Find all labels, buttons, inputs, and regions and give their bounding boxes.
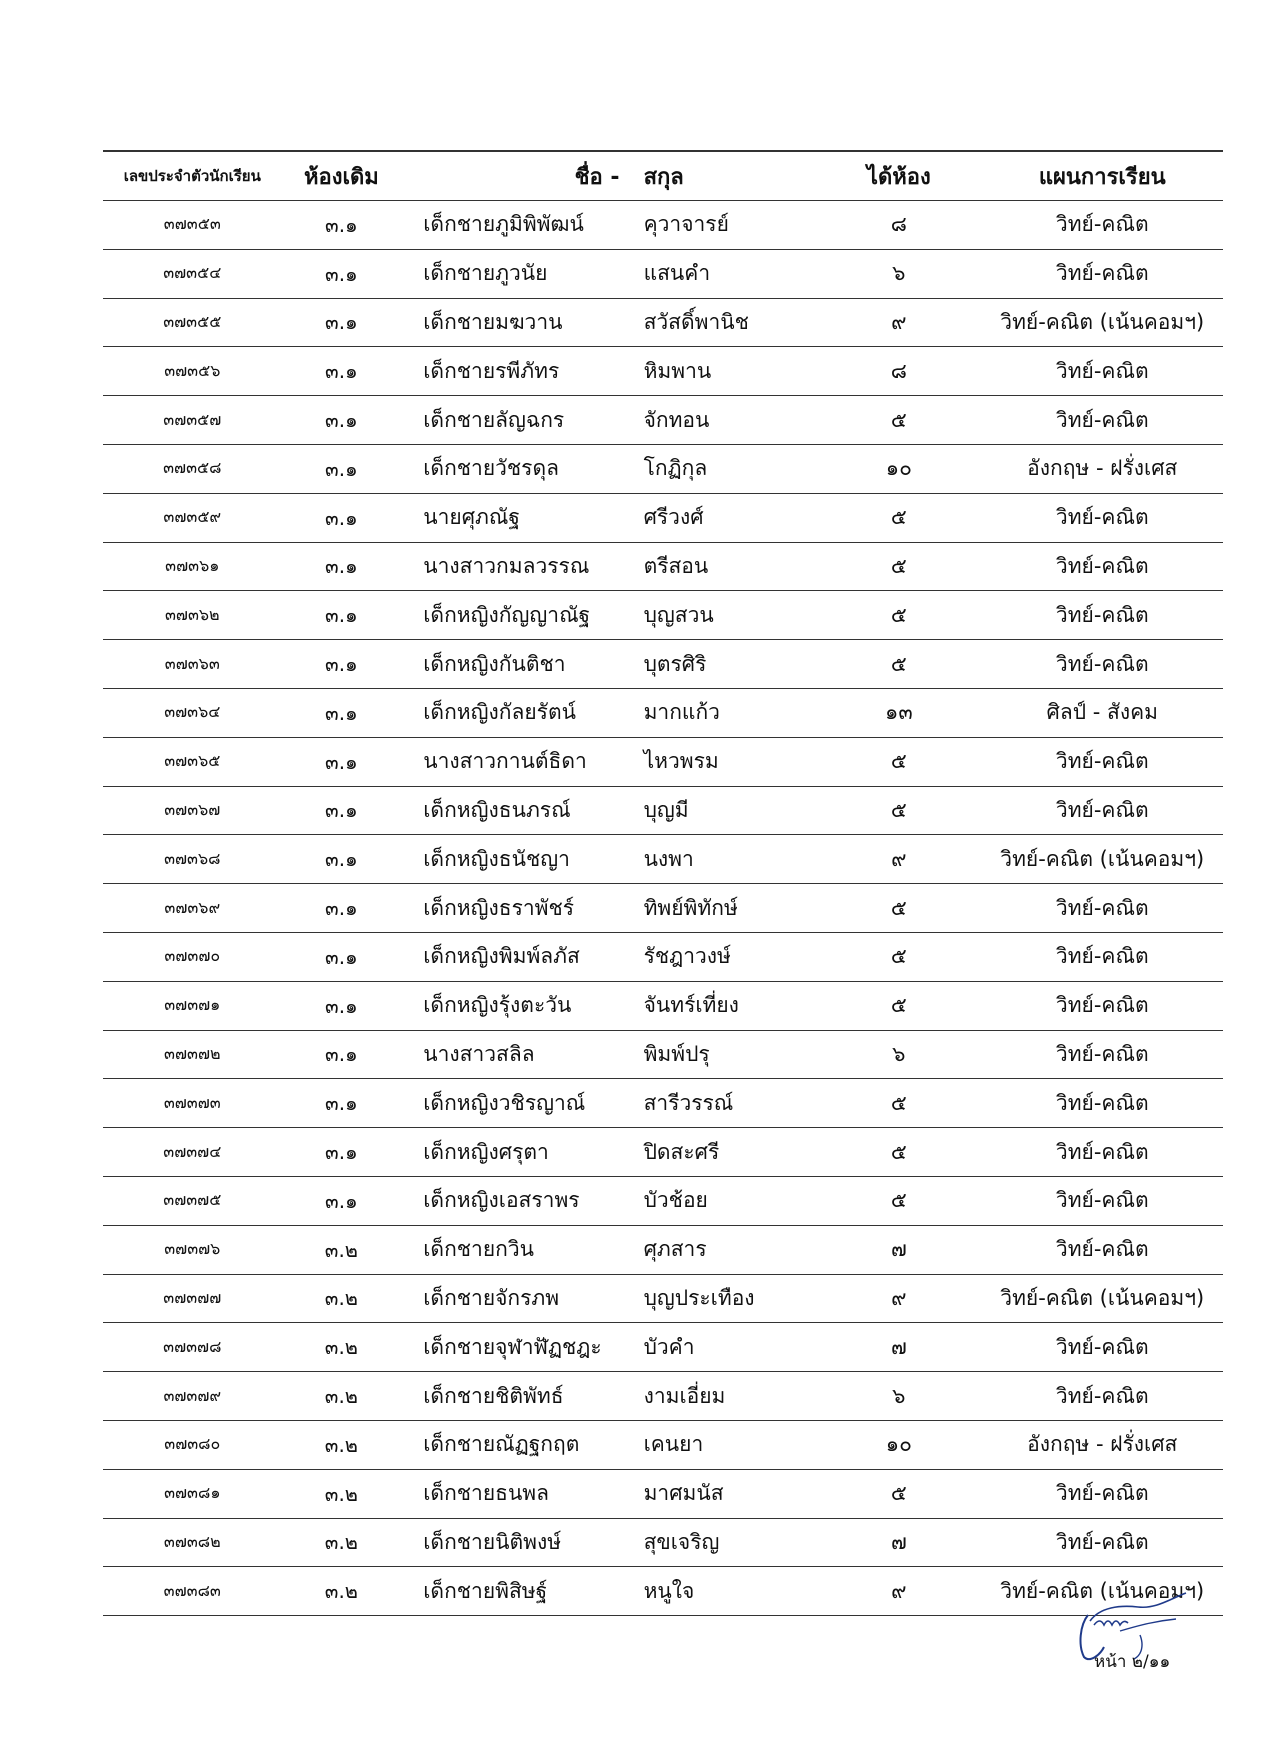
first-name-cell: เด็กหญิงรุ้งตะวัน	[401, 981, 633, 1030]
old-room-cell: ๓.๑	[282, 444, 402, 493]
study-plan-cell: วิทย์-คณิต (เน้นคอมฯ)	[982, 298, 1223, 347]
last-name-cell: บุญมี	[634, 786, 817, 835]
last-name-cell: มาศมนัส	[634, 1469, 817, 1518]
table-row	[103, 249, 1223, 298]
old-room-cell: ๓.๑	[282, 932, 402, 981]
study-plan-cell: วิทย์-คณิต	[982, 542, 1223, 591]
last-name-cell: นงพา	[634, 835, 817, 884]
student-id-cell: ๓๗๓๘๑	[103, 1469, 282, 1518]
table-row	[103, 786, 1223, 835]
last-name-cell: ปิดสะศรี	[634, 1128, 817, 1177]
table-header	[103, 151, 1223, 201]
first-name-cell: นายศุภณัฐ	[401, 493, 633, 542]
new-room-cell: ๕	[816, 737, 981, 786]
header-first-name: ชื่อ -	[401, 151, 633, 201]
table-row	[103, 1176, 1223, 1225]
study-plan-cell: วิทย์-คณิต	[982, 640, 1223, 689]
last-name-cell: ศุภสาร	[634, 1225, 817, 1274]
old-room-cell: ๓.๑	[282, 688, 402, 737]
first-name-cell: เด็กหญิงกันติชา	[401, 640, 633, 689]
table-row	[103, 932, 1223, 981]
new-room-cell: ๑๐	[816, 1420, 981, 1469]
page-number: หน้า ๒/๑๑	[1094, 1652, 1171, 1672]
last-name-cell: งามเอี่ยม	[634, 1372, 817, 1421]
header-student-id: เลขประจำตัวนักเรียน	[103, 151, 282, 201]
table-row	[103, 1372, 1223, 1421]
study-plan-cell: วิทย์-คณิต	[982, 1128, 1223, 1177]
first-name-cell: เด็กหญิงธนัชญา	[401, 835, 633, 884]
table-row	[103, 1079, 1223, 1128]
new-room-cell: ๙	[816, 1567, 981, 1616]
student-id-cell: ๓๗๓๖๓	[103, 640, 282, 689]
table-row	[103, 1225, 1223, 1274]
table-row	[103, 1128, 1223, 1177]
old-room-cell: ๓.๒	[282, 1469, 402, 1518]
table-row	[103, 640, 1223, 689]
table-row	[103, 347, 1223, 396]
table-row	[103, 542, 1223, 591]
student-id-cell: ๓๗๓๗๑	[103, 981, 282, 1030]
new-room-cell: ๗	[816, 1518, 981, 1567]
new-room-cell: ๕	[816, 542, 981, 591]
new-room-cell: ๕	[816, 981, 981, 1030]
first-name-cell: นางสาวสลิล	[401, 1030, 633, 1079]
student-id-cell: ๓๗๓๖๘	[103, 835, 282, 884]
student-id-cell: ๓๗๓๕๙	[103, 493, 282, 542]
old-room-cell: ๓.๑	[282, 640, 402, 689]
first-name-cell: เด็กชายจักรภพ	[401, 1274, 633, 1323]
last-name-cell: แสนคำ	[634, 249, 817, 298]
table-row	[103, 201, 1223, 250]
student-id-cell: ๓๗๓๖๗	[103, 786, 282, 835]
last-name-cell: บุญประเทือง	[634, 1274, 817, 1323]
new-room-cell: ๕	[816, 1469, 981, 1518]
last-name-cell: โกฏิกุล	[634, 444, 817, 493]
first-name-cell: เด็กหญิงพิมพ์ลภัส	[401, 932, 633, 981]
old-room-cell: ๓.๑	[282, 1079, 402, 1128]
table-row	[103, 298, 1223, 347]
old-room-cell: ๓.๒	[282, 1518, 402, 1567]
student-id-cell: ๓๗๓๕๓	[103, 201, 282, 250]
table-row	[103, 1518, 1223, 1567]
new-room-cell: ๕	[816, 1128, 981, 1177]
table-row	[103, 396, 1223, 445]
first-name-cell: นางสาวกมลวรรณ	[401, 542, 633, 591]
old-room-cell: ๓.๒	[282, 1567, 402, 1616]
new-room-cell: ๕	[816, 932, 981, 981]
first-name-cell: เด็กหญิงธราพัชร์	[401, 884, 633, 933]
first-name-cell: เด็กชายกวิน	[401, 1225, 633, 1274]
header-last-name: สกุล	[634, 151, 817, 201]
study-plan-cell: วิทย์-คณิต	[982, 493, 1223, 542]
first-name-cell: เด็กชายมฆวาน	[401, 298, 633, 347]
table-row	[103, 1469, 1223, 1518]
old-room-cell: ๓.๑	[282, 1030, 402, 1079]
table-body	[103, 201, 1223, 1616]
new-room-cell: ๑๓	[816, 688, 981, 737]
student-id-cell: ๓๗๓๗๒	[103, 1030, 282, 1079]
study-plan-cell: วิทย์-คณิต	[982, 884, 1223, 933]
first-name-cell: เด็กหญิงศรุตา	[401, 1128, 633, 1177]
old-room-cell: ๓.๑	[282, 1176, 402, 1225]
old-room-cell: ๓.๑	[282, 737, 402, 786]
last-name-cell: สุขเจริญ	[634, 1518, 817, 1567]
first-name-cell: เด็กชายพิสิษฐ์	[401, 1567, 633, 1616]
table-row	[103, 737, 1223, 786]
student-id-cell: ๓๗๓๗๘	[103, 1323, 282, 1372]
first-name-cell: เด็กชายชิติพัทธ์	[401, 1372, 633, 1421]
student-id-cell: ๓๗๓๘๐	[103, 1420, 282, 1469]
study-plan-cell: วิทย์-คณิต	[982, 201, 1223, 250]
study-plan-cell: ศิลป์ - สังคม	[982, 688, 1223, 737]
first-name-cell: เด็กชายธนพล	[401, 1469, 633, 1518]
old-room-cell: ๓.๒	[282, 1274, 402, 1323]
first-name-cell: เด็กหญิงธนภรณ์	[401, 786, 633, 835]
student-id-cell: ๓๗๓๗๙	[103, 1372, 282, 1421]
first-name-cell: เด็กหญิงกัญญาณัฐ	[401, 591, 633, 640]
study-plan-cell: อังกฤษ - ฝรั่งเศส	[982, 444, 1223, 493]
new-room-cell: ๗	[816, 1323, 981, 1372]
old-room-cell: ๓.๑	[282, 493, 402, 542]
header-study-plan: แผนการเรียน	[982, 151, 1223, 201]
student-id-cell: ๓๗๓๕๕	[103, 298, 282, 347]
student-id-cell: ๓๗๓๗๔	[103, 1128, 282, 1177]
first-name-cell: เด็กชายภูมิพิพัฒน์	[401, 201, 633, 250]
old-room-cell: ๓.๑	[282, 396, 402, 445]
student-id-cell: ๓๗๓๖๔	[103, 688, 282, 737]
old-room-cell: ๓.๑	[282, 981, 402, 1030]
last-name-cell: ไหวพรม	[634, 737, 817, 786]
new-room-cell: ๕	[816, 396, 981, 445]
header-row	[103, 151, 1223, 201]
first-name-cell: เด็กชายลัญฉกร	[401, 396, 633, 445]
new-room-cell: ๖	[816, 1372, 981, 1421]
study-plan-cell: วิทย์-คณิต	[982, 1323, 1223, 1372]
student-id-cell: ๓๗๓๗๗	[103, 1274, 282, 1323]
student-id-cell: ๓๗๓๕๘	[103, 444, 282, 493]
student-id-cell: ๓๗๓๗๓	[103, 1079, 282, 1128]
student-id-cell: ๓๗๓๕๗	[103, 396, 282, 445]
last-name-cell: บัวคำ	[634, 1323, 817, 1372]
new-room-cell: ๕	[816, 640, 981, 689]
student-id-cell: ๓๗๓๗๕	[103, 1176, 282, 1225]
student-id-cell: ๓๗๓๘๓	[103, 1567, 282, 1616]
new-room-cell: ๕	[816, 786, 981, 835]
header-new-room: ได้ห้อง	[816, 151, 981, 201]
first-name-cell: เด็กหญิงเอสราพร	[401, 1176, 633, 1225]
study-plan-cell: วิทย์-คณิต (เน้นคอมฯ)	[982, 835, 1223, 884]
table-row	[103, 1420, 1223, 1469]
last-name-cell: จักทอน	[634, 396, 817, 445]
first-name-cell: เด็กหญิงวชิรญาณ์	[401, 1079, 633, 1128]
last-name-cell: จันทร์เที่ยง	[634, 981, 817, 1030]
last-name-cell: รัชฎาวงษ์	[634, 932, 817, 981]
old-room-cell: ๓.๒	[282, 1323, 402, 1372]
last-name-cell: พิมพ์ปรุ	[634, 1030, 817, 1079]
new-room-cell: ๖	[816, 1030, 981, 1079]
first-name-cell: เด็กชายนิติพงษ์	[401, 1518, 633, 1567]
last-name-cell: สารีวรรณ์	[634, 1079, 817, 1128]
new-room-cell: ๙	[816, 298, 981, 347]
last-name-cell: ตรีสอน	[634, 542, 817, 591]
last-name-cell: หิมพาน	[634, 347, 817, 396]
study-plan-cell: วิทย์-คณิต	[982, 1225, 1223, 1274]
last-name-cell: คุวาจารย์	[634, 201, 817, 250]
old-room-cell: ๓.๒	[282, 1420, 402, 1469]
study-plan-cell: วิทย์-คณิต	[982, 249, 1223, 298]
new-room-cell: ๕	[816, 493, 981, 542]
table-row	[103, 981, 1223, 1030]
table-row	[103, 688, 1223, 737]
first-name-cell: เด็กชายภูวนัย	[401, 249, 633, 298]
study-plan-cell: วิทย์-คณิต	[982, 1030, 1223, 1079]
student-id-cell: ๓๗๓๗๐	[103, 932, 282, 981]
study-plan-cell: วิทย์-คณิต (เน้นคอมฯ)	[982, 1567, 1223, 1616]
study-plan-cell: วิทย์-คณิต	[982, 981, 1223, 1030]
last-name-cell: สวัสดิ์พานิช	[634, 298, 817, 347]
new-room-cell: ๘	[816, 347, 981, 396]
old-room-cell: ๓.๑	[282, 249, 402, 298]
old-room-cell: ๓.๒	[282, 1372, 402, 1421]
old-room-cell: ๓.๑	[282, 884, 402, 933]
old-room-cell: ๓.๑	[282, 298, 402, 347]
table-row	[103, 884, 1223, 933]
student-id-cell: ๓๗๓๕๖	[103, 347, 282, 396]
old-room-cell: ๓.๑	[282, 786, 402, 835]
table-row	[103, 444, 1223, 493]
first-name-cell: เด็กชายรพีภัทร	[401, 347, 633, 396]
last-name-cell: เคนยา	[634, 1420, 817, 1469]
new-room-cell: ๕	[816, 1176, 981, 1225]
new-room-cell: ๘	[816, 201, 981, 250]
study-plan-cell: วิทย์-คณิต	[982, 1469, 1223, 1518]
study-plan-cell: วิทย์-คณิต	[982, 786, 1223, 835]
last-name-cell: บัวช้อย	[634, 1176, 817, 1225]
student-id-cell: ๓๗๓๕๔	[103, 249, 282, 298]
first-name-cell: นางสาวกานต์ธิดา	[401, 737, 633, 786]
table-row	[103, 1567, 1223, 1616]
table-row	[103, 1030, 1223, 1079]
student-id-cell: ๓๗๓๘๒	[103, 1518, 282, 1567]
last-name-cell: ศรีวงศ์	[634, 493, 817, 542]
old-room-cell: ๓.๑	[282, 347, 402, 396]
old-room-cell: ๓.๑	[282, 1128, 402, 1177]
table-row	[103, 1274, 1223, 1323]
new-room-cell: ๕	[816, 591, 981, 640]
new-room-cell: ๖	[816, 249, 981, 298]
study-plan-cell: วิทย์-คณิต	[982, 932, 1223, 981]
new-room-cell: ๕	[816, 884, 981, 933]
old-room-cell: ๓.๑	[282, 835, 402, 884]
student-id-cell: ๓๗๓๖๑	[103, 542, 282, 591]
study-plan-cell: วิทย์-คณิต	[982, 591, 1223, 640]
study-plan-cell: วิทย์-คณิต	[982, 1176, 1223, 1225]
table-row	[103, 835, 1223, 884]
student-room-table	[103, 150, 1223, 1616]
new-room-cell: ๙	[816, 1274, 981, 1323]
study-plan-cell: วิทย์-คณิต	[982, 1518, 1223, 1567]
student-id-cell: ๓๗๓๗๖	[103, 1225, 282, 1274]
header-old-room: ห้องเดิม	[282, 151, 402, 201]
last-name-cell: บุญสวน	[634, 591, 817, 640]
new-room-cell: ๙	[816, 835, 981, 884]
new-room-cell: ๗	[816, 1225, 981, 1274]
study-plan-cell: วิทย์-คณิต	[982, 737, 1223, 786]
study-plan-cell: วิทย์-คณิต	[982, 347, 1223, 396]
first-name-cell: เด็กชายณัฏฐกฤต	[401, 1420, 633, 1469]
study-plan-cell: วิทย์-คณิต	[982, 1372, 1223, 1421]
study-plan-cell: อังกฤษ - ฝรั่งเศส	[982, 1420, 1223, 1469]
old-room-cell: ๓.๑	[282, 201, 402, 250]
table-row	[103, 493, 1223, 542]
last-name-cell: บุตรศิริ	[634, 640, 817, 689]
old-room-cell: ๓.๒	[282, 1225, 402, 1274]
study-plan-cell: วิทย์-คณิต	[982, 1079, 1223, 1128]
first-name-cell: เด็กชายวัชรดุล	[401, 444, 633, 493]
student-id-cell: ๓๗๓๖๒	[103, 591, 282, 640]
old-room-cell: ๓.๑	[282, 591, 402, 640]
student-id-cell: ๓๗๓๖๕	[103, 737, 282, 786]
student-id-cell: ๓๗๓๖๙	[103, 884, 282, 933]
old-room-cell: ๓.๑	[282, 542, 402, 591]
study-plan-cell: วิทย์-คณิต (เน้นคอมฯ)	[982, 1274, 1223, 1323]
table-row	[103, 591, 1223, 640]
study-plan-cell: วิทย์-คณิต	[982, 396, 1223, 445]
last-name-cell: หนูใจ	[634, 1567, 817, 1616]
table-row	[103, 1323, 1223, 1372]
first-name-cell: เด็กชายจุฬาฬัฏชฎะ	[401, 1323, 633, 1372]
new-room-cell: ๕	[816, 1079, 981, 1128]
first-name-cell: เด็กหญิงกัลยรัตน์	[401, 688, 633, 737]
last-name-cell: ทิพย์พิทักษ์	[634, 884, 817, 933]
last-name-cell: มากแก้ว	[634, 688, 817, 737]
new-room-cell: ๑๐	[816, 444, 981, 493]
